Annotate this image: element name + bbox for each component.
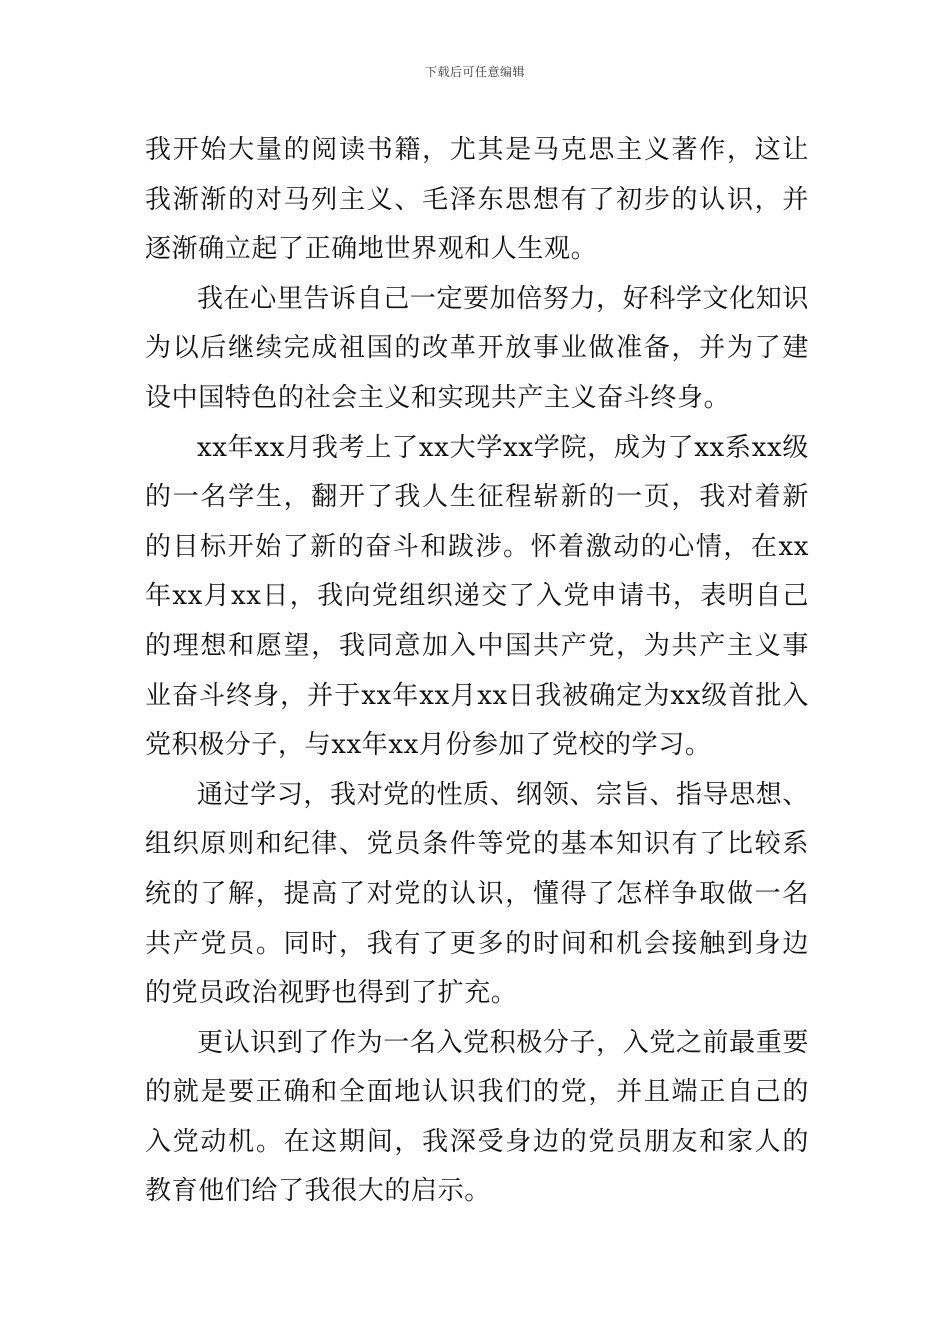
document-body [145,126,809,1217]
page-header-note: 下载后可任意编辑 [424,65,525,79]
paragraph-4: 通过学习，我对党的性质、纲领、宗旨、指导思想、组织原则和纪律、党员条件等党的基本知识有了比较系统的了解，提高了对党的认识，懂得了怎样争取做一名共产党员。同时，我有了更多的时间和机会接触到身边的党员政治视野也得到了扩充。 [145,779,809,1009]
paragraph-2: 我在心里告诉自己一定要加倍努力，好科学文化知识为以后继续完成祖国的改革开放事业做准备，并为了建设中国特色的社会主义和实现共产主义奋斗终身。 [145,283,809,413]
paragraph-5: 更认识到了作为一名入党积极分子，入党之前最重要的就是要正确和全面地认识我们的党，并且端正自己的入党动机。在这期间，我深受身边的党员朋友和家人的教育他们给了我很大的启示。 [145,1027,809,1207]
paragraph-1: 我开始大量的阅读书籍，尤其是马克思主义著作，这让我渐渐的对马列主义、毛泽东思想有了初步的认识，并逐渐确立起了正确地世界观和人生观。 [145,135,809,265]
paragraph-3: xx年xx月我考上了xx大学xx学院，成为了xx系xx级的一名学生，翻开了我人生征程崭新的一页，我对着新的目标开始了新的奋斗和跋涉。怀着激动的心情，在xx年xx月xx日，我向党组织递交了入党申请书，表明自己的理想和愿望，我同意加入中国共产党，为共产主义事业奋斗终身，并于xx年xx月xx日我被确定为xx级首批入党积极分子，与xx年xx月份参加了党校的学习。 [145,432,809,761]
